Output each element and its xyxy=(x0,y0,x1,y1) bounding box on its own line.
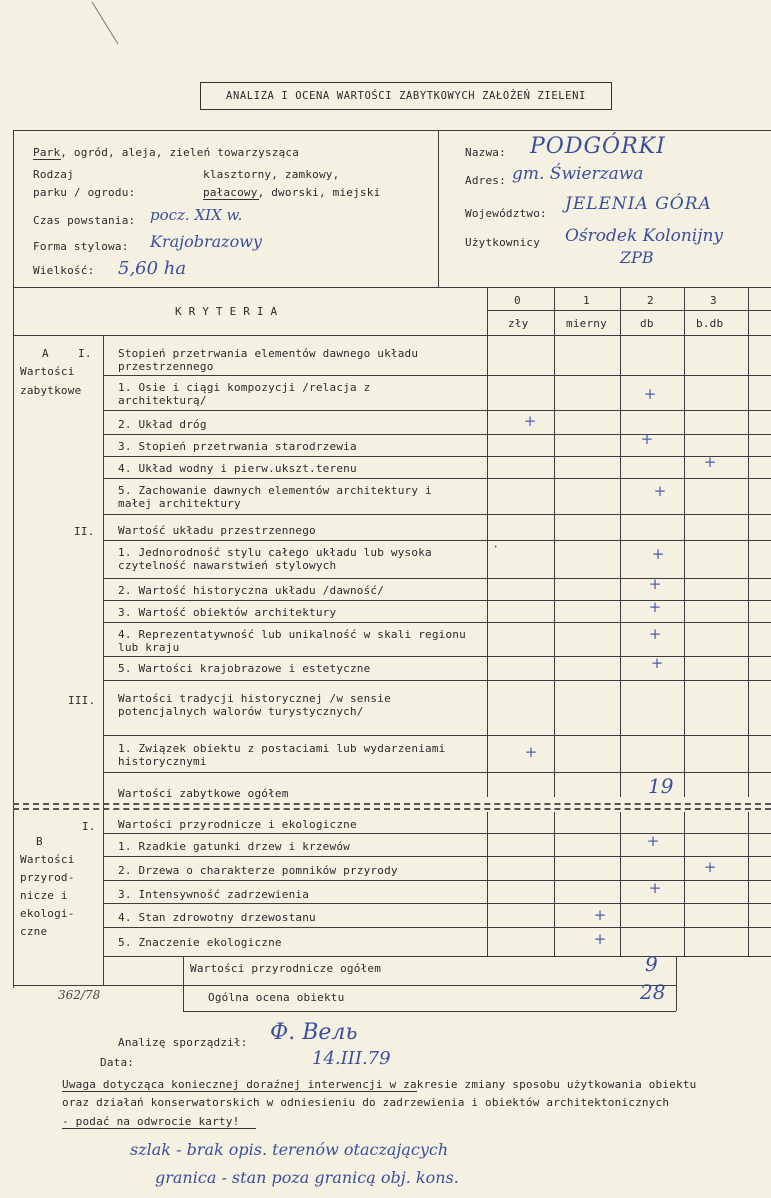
score-col-1-label: mierny xyxy=(566,317,607,330)
plus-mark: + xyxy=(653,482,667,500)
row-line xyxy=(103,833,771,834)
uzytkownicy-label: Użytkownicy xyxy=(465,236,541,249)
total-b-label: Wartości przyrodnicze ogółem xyxy=(190,962,382,975)
row-line xyxy=(103,956,771,957)
frame-line xyxy=(487,310,771,311)
row-line xyxy=(103,600,771,601)
plus-mark: + xyxy=(643,385,657,403)
kryteria-label: K R Y T E R I A xyxy=(175,305,278,318)
section-a-letter: A xyxy=(42,347,49,360)
row-line xyxy=(183,985,676,986)
row-line xyxy=(103,478,771,479)
overall-score: 28 xyxy=(640,980,666,1004)
type-line: Park, ogród, aleja, zieleń towarzysząca xyxy=(33,146,300,159)
wojewodztwo-label: Województwo: xyxy=(465,207,547,220)
total-a-label: Wartości zabytkowe ogółem xyxy=(118,787,289,800)
uwaga-underline xyxy=(62,1128,256,1129)
nazwa-label: Nazwa: xyxy=(465,146,506,159)
plus-mark: + xyxy=(523,412,537,430)
section-b-line: ekologi- xyxy=(20,907,75,920)
criteria-row: 3. Intensywność zadrzewienia xyxy=(118,888,310,901)
section-b-letter: B xyxy=(36,835,43,848)
section-b-line: nicze i xyxy=(20,889,68,902)
ink-dot: · xyxy=(492,540,500,554)
criteria-row: 2. Układ dróg xyxy=(118,418,207,431)
forma-value: Krajobrazowy xyxy=(150,232,262,251)
handwritten-note-1: szlak - brak opis. terenów otaczających xyxy=(130,1140,449,1159)
group-a3-header: Wartości tradycji historycznej /w sensie potencjalnych walorów turystycznych/ xyxy=(118,692,391,718)
section-a2-roman: II. xyxy=(74,525,95,538)
group-b1-header: Wartości przyrodnicze i ekologiczne xyxy=(118,818,357,831)
criteria-row: 5. Wartości krajobrazowe i estetyczne xyxy=(118,662,371,675)
score-col-2-label: db xyxy=(640,317,654,330)
criteria-row: 2. Drzewa o charakterze pomników przyrody xyxy=(118,864,398,877)
total-a-score: 19 xyxy=(648,774,674,798)
total-b-score: 9 xyxy=(645,952,658,976)
frame-line xyxy=(13,130,771,131)
frame-line xyxy=(438,130,439,287)
plus-mark: + xyxy=(703,453,717,471)
frame-line xyxy=(554,287,555,797)
criteria-row: 5. Znaczenie ekologiczne xyxy=(118,936,282,949)
criteria-row: 4. Reprezentatywność lub unikalność w skali regionu lub kraju xyxy=(118,628,466,654)
row-line xyxy=(103,375,771,376)
score-col-3-num: 3 xyxy=(710,294,717,307)
frame-line xyxy=(676,956,677,1011)
plus-mark: + xyxy=(648,575,662,593)
row-line xyxy=(103,434,771,435)
score-col-3-label: b.db xyxy=(696,317,724,330)
row-line xyxy=(103,410,771,411)
row-line xyxy=(103,456,771,457)
criteria-row: 4. Układ wodny i pierw.ukszt.terenu xyxy=(118,462,357,475)
frame-line xyxy=(13,287,771,288)
frame-line xyxy=(620,287,621,797)
score-col-0-num: 0 xyxy=(514,294,521,307)
criteria-row: 3. Wartość obiektów architektury xyxy=(118,606,337,619)
criteria-row: 4. Stan zdrowotny drzewostanu xyxy=(118,911,316,924)
plus-mark: + xyxy=(524,743,538,761)
rodzaj-options-2: pałacowy, dworski, miejski xyxy=(203,186,381,199)
row-line xyxy=(103,927,771,928)
section-separator xyxy=(13,808,771,810)
forma-label: Forma stylowa: xyxy=(33,240,129,253)
row-line xyxy=(103,514,771,515)
uwaga-line-3: - podać na odwrocie karty! xyxy=(62,1115,240,1128)
pencil-stroke xyxy=(88,0,128,50)
document-title: ANALIZA I OCENA WARTOŚCI ZABYTKOWYCH ZAŁOŻEŃ ZIELENI xyxy=(200,82,612,110)
plus-mark: + xyxy=(703,858,717,876)
nazwa-value: PODGÓRKI xyxy=(530,134,666,159)
section-b-line: Wartości xyxy=(20,853,75,866)
wielkosc-value: 5,60 ha xyxy=(118,258,187,279)
frame-line xyxy=(13,335,771,336)
data-value: 14.III.79 xyxy=(312,1048,391,1069)
czas-value: pocz. XIX w. xyxy=(150,206,243,224)
row-line xyxy=(183,1011,676,1012)
section-a-label-2: zabytkowe xyxy=(20,384,82,397)
plus-mark: + xyxy=(648,598,662,616)
frame-line xyxy=(13,130,14,988)
row-line xyxy=(103,656,771,657)
criteria-row: 5. Zachowanie dawnych elementów architektury i małej architektury xyxy=(118,484,432,510)
adres-label: Adres: xyxy=(465,174,506,187)
frame-line xyxy=(684,287,685,797)
group-a1-header: Stopień przetrwania elementów dawnego układu przestrzennego xyxy=(118,347,419,373)
plus-mark: + xyxy=(593,930,607,948)
plus-mark: + xyxy=(648,879,662,897)
row-line xyxy=(103,903,771,904)
section-separator xyxy=(13,803,771,805)
criteria-row: 1. Związek obiektu z postaciami lub wydarzeniami historycznymi xyxy=(118,742,446,768)
reference-number: 362/78 xyxy=(58,988,101,1002)
czas-label: Czas powstania: xyxy=(33,214,136,227)
handwritten-note-2: granica - stan poza granicą obj. kons. xyxy=(155,1168,459,1187)
criteria-row: 3. Stopień przetrwania starodrzewia xyxy=(118,440,357,453)
row-line xyxy=(103,680,771,681)
criteria-row: 1. Osie i ciągi kompozycji /relacja z architekturą/ xyxy=(118,381,371,407)
criteria-row: 1. Rzadkie gatunki drzew i krzewów xyxy=(118,840,350,853)
wojewodztwo-value: JELENIA GÓRA xyxy=(565,194,712,214)
plus-mark: + xyxy=(646,832,660,850)
wielkosc-label: Wielkość: xyxy=(33,264,95,277)
row-line xyxy=(103,880,771,881)
section-a3-roman: III. xyxy=(68,694,96,707)
plus-mark: + xyxy=(593,906,607,924)
park-underline xyxy=(33,159,61,160)
row-line xyxy=(103,772,771,773)
row-line xyxy=(103,622,771,623)
uzytkownicy-value-1: Ośrodek Kolonijny xyxy=(565,226,724,246)
row-line xyxy=(13,985,183,986)
section-a-label-1: Wartości xyxy=(20,365,75,378)
score-col-1-num: 1 xyxy=(583,294,590,307)
row-line xyxy=(103,856,771,857)
section-b-line: przyrod- xyxy=(20,871,75,884)
plus-mark: + xyxy=(651,545,665,563)
criteria-row: 2. Wartość historyczna układu /dawność/ xyxy=(118,584,385,597)
row-line xyxy=(103,578,771,579)
row-line xyxy=(103,735,771,736)
plus-mark: + xyxy=(640,430,654,448)
uzytkownicy-value-2: ZPB xyxy=(620,248,654,267)
analize-signature: Ф. Вель xyxy=(270,1020,358,1045)
adres-value: gm. Świerzawa xyxy=(512,164,644,184)
section-a-roman: I. xyxy=(78,347,92,360)
uwaga-underline xyxy=(62,1091,417,1092)
plus-mark: + xyxy=(648,625,662,643)
data-label: Data: xyxy=(100,1056,135,1069)
analize-label: Analizę sporządził: xyxy=(118,1036,248,1049)
plus-mark: + xyxy=(650,654,664,672)
frame-line xyxy=(748,287,749,797)
section-b-line: czne xyxy=(20,925,48,938)
group-a2-header: Wartość układu przestrzennego xyxy=(118,524,316,537)
score-col-0-label: zły xyxy=(508,317,529,330)
frame-line xyxy=(183,956,184,1011)
row-line xyxy=(103,540,771,541)
uwaga-line-2: oraz działań konserwatorskich w odniesieniu do zadrzewienia i obiektów architektonicznych xyxy=(62,1096,670,1109)
rodzaj-label: Rodzaj xyxy=(33,168,74,181)
frame-line xyxy=(103,335,104,985)
overall-label: Ogólna ocena obiektu xyxy=(208,991,345,1004)
criteria-row: 1. Jednorodność stylu całego układu lub wysoka czytelność nawarstwień stylowych xyxy=(118,546,432,572)
palacowy-underline xyxy=(203,199,259,200)
parku-label: parku / ogrodu: xyxy=(33,186,136,199)
section-b-roman: I. xyxy=(82,820,96,833)
rodzaj-options-1: klasztorny, zamkowy, xyxy=(203,168,340,181)
score-col-2-num: 2 xyxy=(647,294,654,307)
uwaga-line-1: Uwaga dotycząca koniecznej doraźnej interwencji w zakresie zmiany sposobu użytkowania obiektu xyxy=(62,1078,697,1091)
